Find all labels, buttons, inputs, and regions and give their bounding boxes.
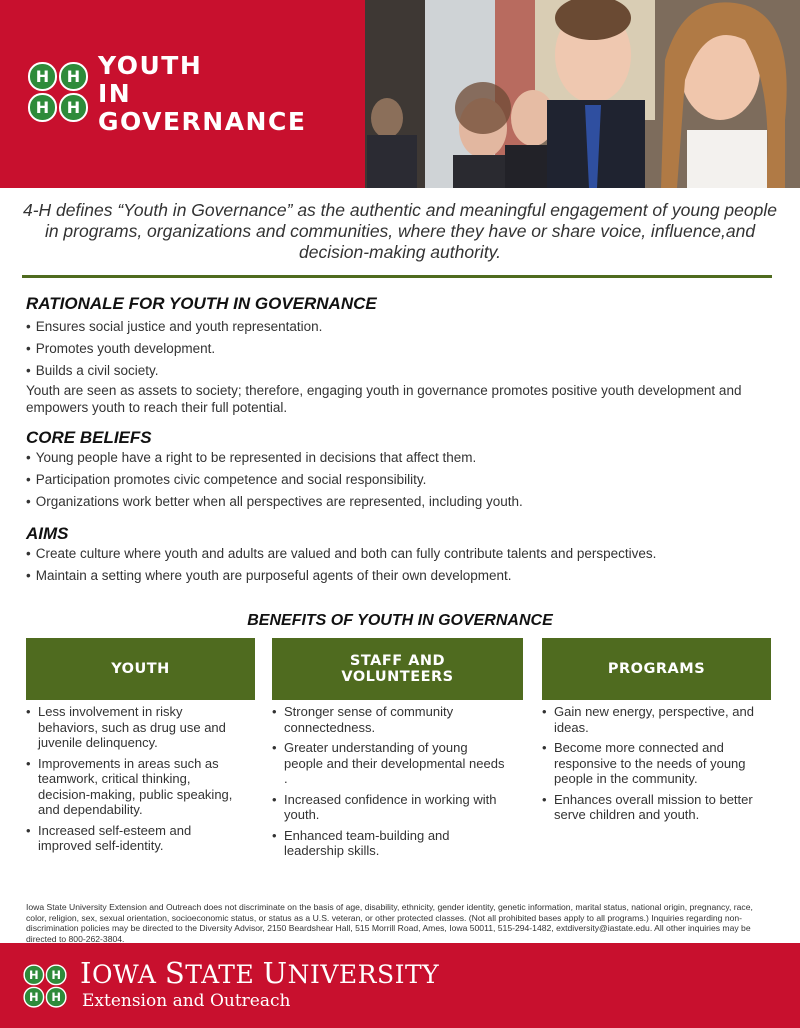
column-heading-line: STAFF AND <box>349 653 446 669</box>
column-heading-line: PROGRAMS <box>607 661 706 677</box>
list-item: • Stronger sense of community connectedness. <box>272 704 510 735</box>
list-item: • Improvements in areas such as teamwork, critical thinking, decision-making, public speaking, and dependability. <box>26 756 241 818</box>
title-line: IN <box>98 79 132 108</box>
wordmark-rest: TATE <box>185 960 263 989</box>
column-heading-line: VOLUNTEERS <box>341 669 454 685</box>
intro-statement: 4-H defines “Youth in Governance” as the authentic and meaningful engagement of young people in programs, organizations and communities, where they have or share voice, influence,and decision-making authority. <box>23 200 777 262</box>
svg-text:H: H <box>51 967 61 982</box>
list-item: • Builds a civil society. <box>26 360 322 382</box>
wordmark-initial: U <box>262 956 288 990</box>
four-h-clover-icon <box>22 963 68 1009</box>
programs-column-heading <box>542 638 771 700</box>
youth-photo-illustration <box>365 0 800 188</box>
benefits-heading: BENEFITS OF YOUTH IN GOVERNANCE <box>247 612 553 629</box>
header <box>0 0 800 188</box>
page-title <box>98 52 306 136</box>
university-wordmark <box>80 956 440 990</box>
header-red-panel <box>0 0 365 188</box>
rationale-list <box>26 316 322 382</box>
staff-column-heading <box>272 638 523 700</box>
column-heading-line: YOUTH <box>111 661 170 677</box>
four-h-clover-icon <box>26 60 90 124</box>
title-line: YOUTH <box>98 51 203 80</box>
list-item: • Gain new energy, perspective, and ideas. <box>542 704 774 735</box>
youth-photo <box>365 0 800 188</box>
list-item: • Increased confidence in working with youth. <box>272 792 510 823</box>
svg-text:H: H <box>66 67 81 86</box>
youth-benefits-list <box>26 704 241 859</box>
list-item: • Enhanced team-building and leadership skills. <box>272 828 510 859</box>
wordmark-initial: S <box>164 956 186 990</box>
university-subtitle: Extension and Outreach <box>82 991 291 1011</box>
list-item: • Enhances overall mission to better serve children and youth. <box>542 792 774 823</box>
core-beliefs-list <box>26 447 523 513</box>
svg-text:H: H <box>29 990 39 1005</box>
list-item: • Young people have a right to be represented in decisions that affect them. <box>26 447 523 469</box>
list-item: • Participation promotes civic competence and social responsibility. <box>26 469 523 491</box>
aims-heading: AIMS <box>26 524 69 543</box>
list-item: • Become more connected and responsive to the needs of young people in the community. <box>542 740 774 787</box>
svg-text:H: H <box>66 98 81 117</box>
list-item: • Greater understanding of young people and their developmental needs . <box>272 740 510 787</box>
list-item: • Ensures social justice and youth representation. <box>26 316 322 338</box>
list-item: • Create culture where youth and adults are valued and both can fully contribute talents and perspectives. <box>26 543 656 565</box>
svg-text:H: H <box>29 967 39 982</box>
list-item: • Increased self-esteem and improved self-identity. <box>26 823 241 854</box>
wordmark-rest: OWA <box>91 960 165 989</box>
divider <box>22 275 772 278</box>
list-item: • Maintain a setting where youth are purposeful agents of their own development. <box>26 565 656 587</box>
list-item: • Less involvement in risky behaviors, such as drug use and juvenile delinquency. <box>26 704 241 751</box>
wordmark-rest: NIVERSITY <box>287 960 440 989</box>
staff-benefits-list <box>272 704 510 864</box>
svg-text:H: H <box>35 67 50 86</box>
youth-column-heading <box>26 638 255 700</box>
footer <box>0 943 800 1028</box>
svg-text:H: H <box>35 98 50 117</box>
wordmark-initial: I <box>80 956 92 990</box>
list-item: • Organizations work better when all perspectives are represented, including youth. <box>26 491 523 513</box>
title-line: GOVERNANCE <box>98 107 307 136</box>
list-item: • Promotes youth development. <box>26 338 322 360</box>
svg-text:H: H <box>51 990 61 1005</box>
aims-list <box>26 543 656 587</box>
rationale-heading: RATIONALE FOR YOUTH IN GOVERNANCE <box>26 294 377 313</box>
non-discrimination-disclaimer: Iowa State University Extension and Outreach does not discriminate on the basis of age, disability, ethnicity, gender identity, genetic information, marital status, national origin, pregnancy, race, color, religion, sex, sexual orientation, socioeconomic status, or status as a U.S. veteran, or other protected classes. (Not all prohibited bases apply to all programs.) Inquiries regarding non-discrimination policies may be directed to the Diversity Advisor, 2150 Beardshear Hall, 515 Morrill Road, Ames, Iowa 50011, 515-294-1482, extdiversity@iastate.edu. All other inquiries may be directed to 800-262-3804. <box>26 902 753 944</box>
programs-benefits-list <box>542 704 774 828</box>
core-beliefs-heading: CORE BELIEFS <box>26 428 152 447</box>
rationale-paragraph: Youth are seen as assets to society; therefore, engaging youth in governance promotes positive youth development and empowers youth to reach their full potential. <box>26 383 742 415</box>
